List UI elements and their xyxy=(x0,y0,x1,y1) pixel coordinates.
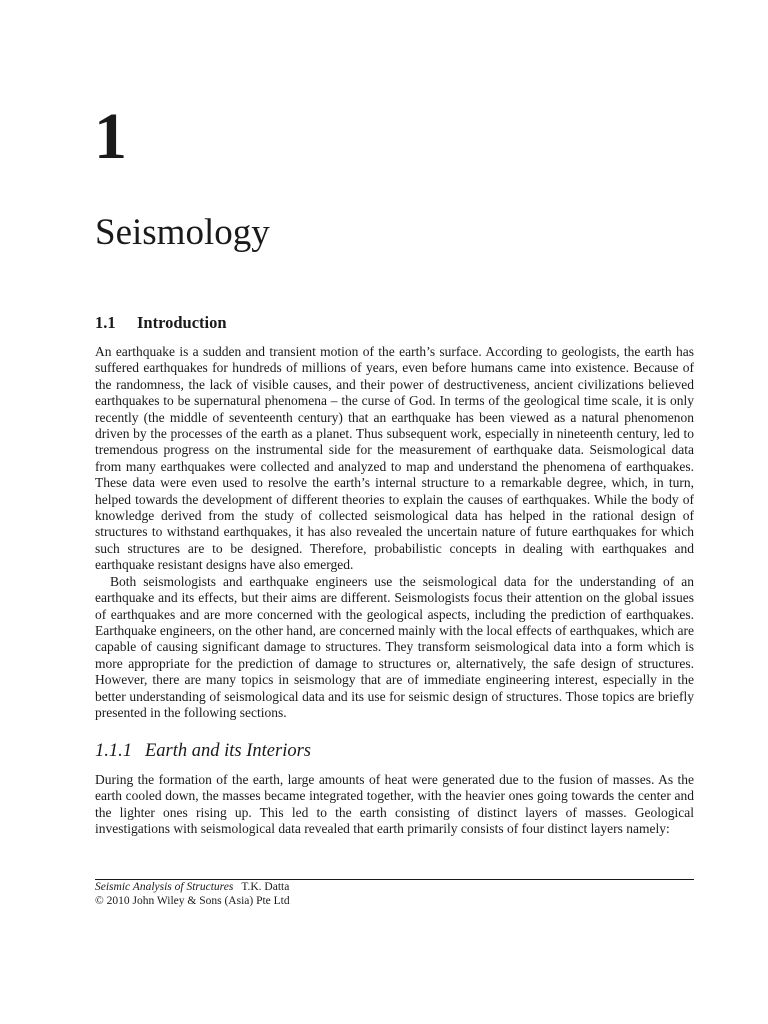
subsection-title: Earth and its Interiors xyxy=(145,741,311,761)
introduction-body xyxy=(95,344,694,721)
paragraph: An earthquake is a sudden and transient motion of the earth’s surface. According to geologists, the earth has suffered earthquakes for hundreds of millions of years, even before humans came into existence. Because of the randomness, the lack of visible causes, and their power of destructiveness, ancient civilizations believed earthquakes to be supernatural phenomena – the curse of God. In terms of the geological time scale, it is only recently (the middle of seventeenth century) that an earthquake has been viewed as a natural phenomenon driven by the processes of the earth as a planet. Thus subsequent work, especially in nineteenth century, led to tremendous progress on the instrumental side for the measurement of earthquake data. Seismological data from many earthquakes were collected and analyzed to map and understand the phenomena of earthquakes. These data were even used to resolve the earth’s internal structure to a remarkable degree, which, in turn, helped towards the development of different theories to explain the causes of earthquakes. While the body of knowledge derived from the study of collected seismological data has helped in the rational design of structures to withstand earthquakes, it has also revealed the uncertain nature of future earthquakes for which such structures are to be designed. Therefore, probabilistic concepts in dealing with earthquakes and earthquake resistant designs have also emerged. xyxy=(95,344,694,573)
earth-interiors-body xyxy=(95,772,694,838)
book-author: T.K. Datta xyxy=(241,881,290,893)
footer-citation xyxy=(95,881,290,895)
paragraph: During the formation of the earth, large amounts of heat were generated due to the fusion of masses. As the earth cooled down, the masses became integrated together, with the heavier ones going towards the center and the lighter ones rising up. This led to the earth consisting of distinct layers of masses. Geological investigations with seismological data revealed that earth primarily consists of four distinct layers namely: xyxy=(95,772,694,837)
book-title: Seismic Analysis of Structures xyxy=(95,881,234,893)
subsection-number: 1.1.1 xyxy=(95,741,132,761)
section-title: Introduction xyxy=(137,313,227,332)
subsection-heading xyxy=(95,740,311,762)
page-footer xyxy=(95,881,290,908)
copyright-notice: © 2010 John Wiley & Sons (Asia) Pte Ltd xyxy=(95,894,290,907)
paragraph: Both seismologists and earthquake engineers use the seismological data for the understanding of an earthquake and its effects, but their aims are different. Seismologists focus their attention on the global issues of earthquakes and are more concerned with the geological aspects, including the prediction of earthquakes. Earthquake engineers, on the other hand, are concerned mainly with the local effects of earthquakes, which are capable of causing significant damage to structures. They transform seismological data into a form which is more appropriate for the prediction of damage to structures or, alternatively, the safe design of structures. However, there are many topics in seismology that are of immediate engineering interest, especially in the better understanding of seismological data and its use for seismic design of structures. Those topics are briefly presented in the following sections. xyxy=(95,573,694,720)
footer-divider xyxy=(95,879,694,880)
section-heading xyxy=(95,313,227,333)
chapter-number: 1 xyxy=(94,100,127,173)
section-number: 1.1 xyxy=(95,313,116,332)
chapter-title: Seismology xyxy=(95,212,270,253)
